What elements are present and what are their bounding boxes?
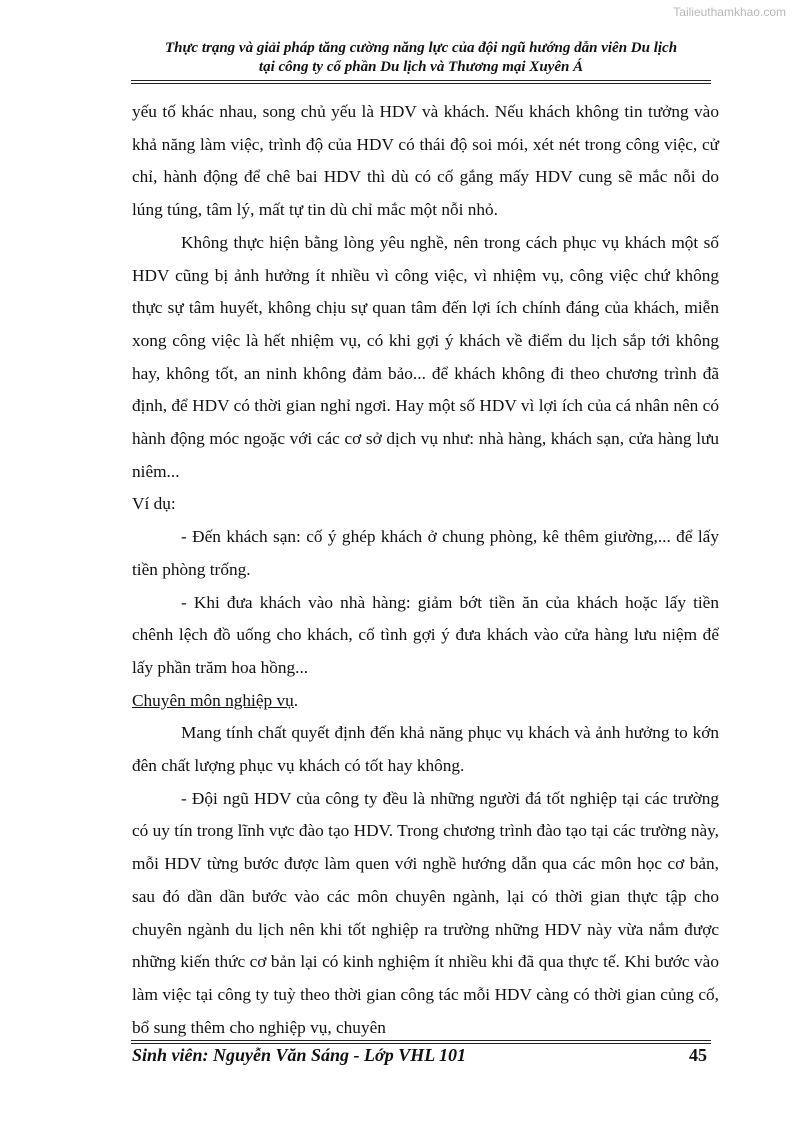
section-heading-text: Chuyên môn nghiệp vụ — [132, 690, 294, 710]
list-item: - Đến khách sạn: cố ý ghép khách ở chung phòng, kê thêm giường,... để lấy tiền phòng trống. — [132, 527, 719, 579]
section-heading: Chuyên môn nghiệp vụ. — [132, 690, 299, 710]
footer-student: Sinh viên: Nguyễn Văn Sáng - Lớp VHL 101 — [132, 1045, 467, 1065]
page-header — [131, 39, 711, 77]
header-line-2: tại công ty cổ phần Du lịch và Thương mại Xuyên Á — [258, 59, 584, 75]
paragraph: Không thực hiện bằng lòng yêu nghề, nên trong cách phục vụ khách một số HDV cũng bị ảnh hưởng ít nhiều vì công việc, vì nhiệm vụ, công việc chứ không thực sự tâm huyết, không chịu sự quan tâm đến lợi ích chính đáng của khách, miễn xong công việc là hết nhiệm vụ, có khi gợi ý khách về điểm du lịch sắp tới không hay, không tốt, an ninh không đảm bảo... để khách không đi theo chương trình đã định, để HDV có thời gian nghỉ ngơi. Hay một số HDV vì lợi ích của cá nhân nên có hành động móc ngoặc với các cơ sở dịch vụ như: nhà hàng, khách sạn, cửa hàng lưu niêm... — [132, 232, 719, 481]
body-text — [132, 96, 719, 1044]
page-footer — [132, 1045, 710, 1066]
list-item: - Khi đưa khách vào nhà hàng: giảm bớt tiền ăn của khách hoặc lấy tiền chênh lệch đồ uống cho khách, cố tình gợi ý đưa khách vào cửa hàng lưu niệm để lấy phần trăm hoa hồng... — [132, 592, 719, 677]
page-number: 45 — [689, 1045, 707, 1065]
paragraph: yếu tố khác nhau, song chủ yếu là HDV và khách. Nếu khách không tin tưởng vào khả năng làm việc, trình độ của HDV có thái độ soi mói, xét nét trong công việc, cử chỉ, hành động để chê bai HDV thì dù có cố gắng mấy HDV cung sẽ mắc nỗi do lúng túng, tâm lý, mất tự tin dù chỉ mắc một nỗi nhỏ. — [132, 102, 719, 220]
watermark: Tailieuthamkhao.com — [673, 5, 786, 19]
footer-divider — [131, 1040, 711, 1044]
paragraph: - Đội ngũ HDV của công ty đều là những người đá tốt nghiệp tại các trường có uy tín trong lĩnh vực đào tạo HDV. Trong chương trình đào tạo tại các trường này, mỗi HDV từng bước được làm quen với nghề hướng dẫn qua các môn học cơ bản, sau đó dần dần bước vào các môn chuyên ngành, lại có thời gian thực tập cho chuyên ngành du lịch nên khi tốt nghiệp ra trường những HDV này vừa nắm được những kiến thức cơ bản lại có kinh nghiệm ít nhiều khi đã qua thực tế. Khi bước vào làm việc tại công ty tuỳ theo thời gian công tác mỗi HDV càng có thời gian củng cố, bổ sung thêm cho nghiệp vụ, chuyên — [132, 788, 719, 1037]
header-line-1: Thực trạng và giải pháp tăng cường năng lực của đội ngũ hướng dẫn viên Du lịch — [164, 40, 678, 56]
example-label: Ví dụ: — [132, 494, 176, 514]
header-divider — [131, 80, 711, 84]
paragraph: Mang tính chất quyết định đến khả năng phục vụ khách và ảnh hưởng to kớn đên chất lượng phục vụ khách có tốt hay không. — [132, 723, 719, 776]
